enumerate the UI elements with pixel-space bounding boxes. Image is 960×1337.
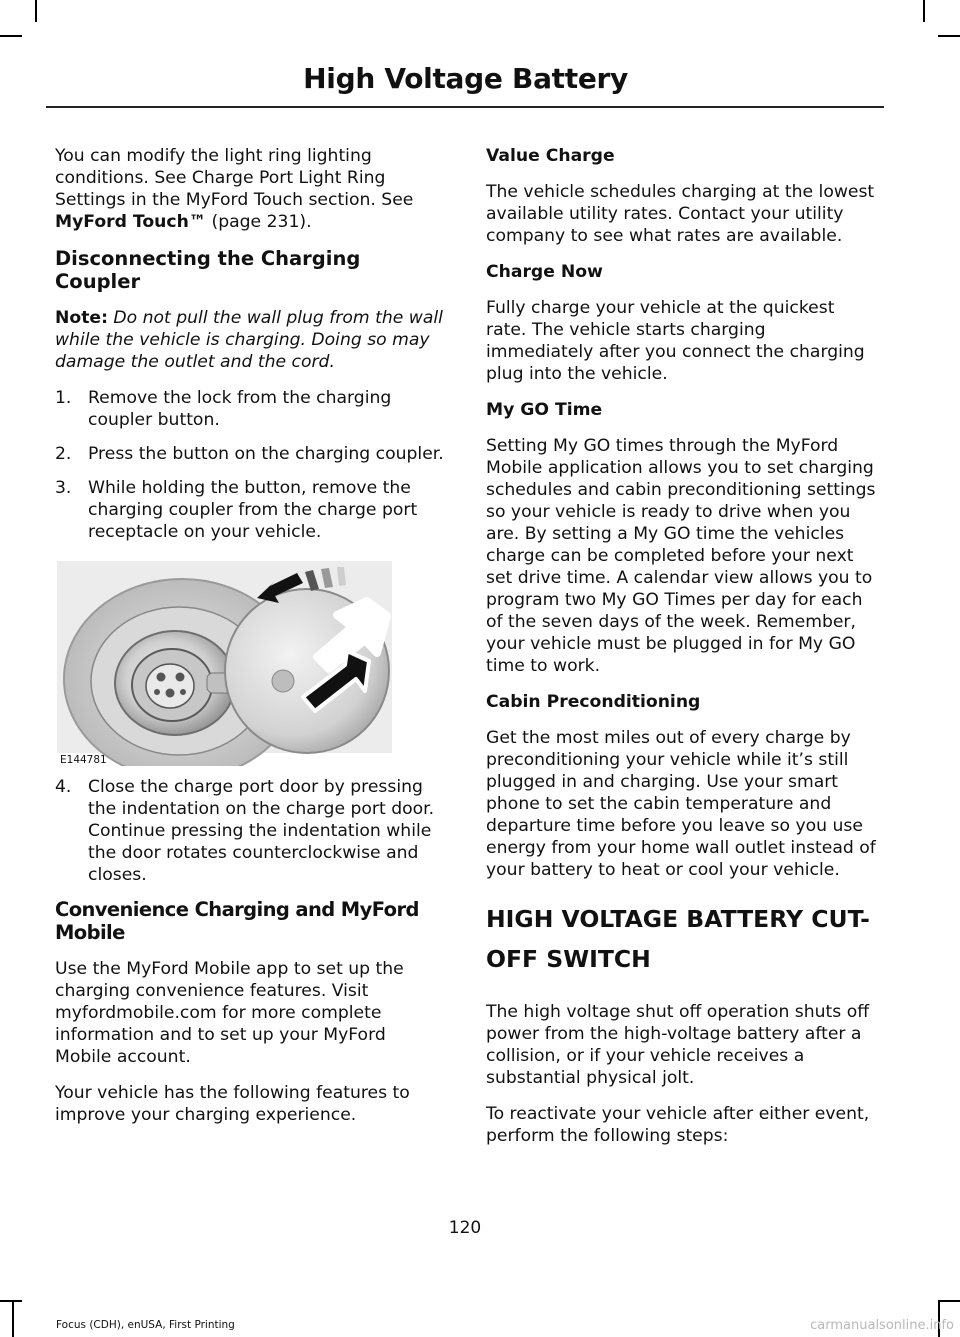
list-item (55, 477, 447, 543)
step-text: While holding the button, remove the charging coupler from the charge port receptacle on your vehicle. (88, 478, 418, 542)
header-divider (46, 106, 884, 108)
note-paragraph (55, 307, 447, 373)
step-text: Close the charge port door by pressing the indentation on the charge port door. Continue pressing the indentation while the door rotates counterclockwise and closes. (88, 777, 435, 885)
cutoff-switch-heading: HIGH VOLTAGE BATTERY CUT-OFF SWITCH (486, 905, 870, 973)
figure-label: E144781 (60, 754, 107, 766)
watermark: carmanualsonline.info (810, 1318, 954, 1333)
charge-now-heading: Charge Now (486, 262, 603, 282)
list-item (55, 443, 447, 465)
step-number: 3. (55, 478, 72, 498)
step-number: 2. (55, 444, 72, 464)
cutoff-paragraph: The high voltage shut off operation shuts off power from the high-voltage battery after a collision, or if your vehicle receives a substantial physical jolt. (486, 1002, 870, 1088)
crop-mark (12, 1300, 14, 1337)
cabin-preconditioning-heading: Cabin Preconditioning (486, 692, 701, 712)
cabin-preconditioning-text: Get the most miles out of every charge by preconditioning your vehicle while it’s still plugged in and charging. Use your smart phone to set the cabin temperature and departure time before you leave so you use energy from your home wall outlet instead of your battery to heat or cool your vehicle. (486, 728, 876, 880)
note-text: Do not pull the wall plug from the wall while the vehicle is charging. Doing so may damage the outlet and the cord. (55, 308, 443, 372)
intro-text: You can modify the light ring lighting conditions. See Charge Port Light Ring Settings in the MyFord Touch section. See (55, 146, 414, 210)
convenience-heading: Convenience Charging and MyFord Mobile (55, 898, 419, 944)
reactivate-paragraph: To reactivate your vehicle after either event, perform the following steps: (486, 1104, 870, 1146)
disconnect-heading: Disconnecting the Charging Coupler (55, 247, 361, 293)
left-column (55, 145, 447, 1140)
charge-port-figure (57, 561, 392, 766)
right-column (486, 145, 878, 1161)
charge-now-text: Fully charge your vehicle at the quickest rate. The vehicle starts charging immediately after you connect the charging plug into the vehicle. (486, 298, 865, 384)
page-title: High Voltage Battery (303, 62, 628, 95)
my-go-time-heading: My GO Time (486, 400, 603, 420)
step-text: Press the button on the charging coupler. (88, 444, 444, 464)
features-paragraph: Your vehicle has the following features to improve your charging experience. (55, 1083, 410, 1125)
crop-mark (938, 1300, 960, 1302)
step-text: Remove the lock from the charging coupler button. (88, 388, 392, 430)
myford-touch-link[interactable]: MyFord Touch™ (55, 212, 207, 232)
crop-mark (938, 35, 960, 37)
intro-paragraph (55, 145, 447, 233)
intro-page-ref: (page 231). (206, 212, 312, 232)
crop-mark (923, 0, 925, 22)
list-item (55, 776, 447, 886)
list-item (55, 387, 447, 431)
charge-port-illustration (57, 561, 392, 766)
my-go-time-text: Setting My GO times through the MyFord Mobile application allows you to set charging schedules and cabin preconditioning settings so your vehicle is ready to drive when you are. By setting a My GO time the vehicles charge can be completed before your next set drive time. A calendar view allows you to program two My GO Times per day for each of the seven days of the week. Remember, your vehicle must be plugged in for My GO time to work. (486, 436, 876, 676)
disconnect-steps (55, 387, 447, 543)
disconnect-steps-continued (55, 776, 447, 886)
step-number: 4. (55, 777, 72, 797)
crop-mark (35, 0, 37, 22)
convenience-paragraph: Use the MyFord Mobile app to set up the charging convenience features. Visit myfordmobile.com for more complete information and to set up your MyFord Mobile account. (55, 959, 404, 1067)
value-charge-text: The vehicle schedules charging at the lowest available utility rates. Contact your utility company to see what rates are available. (486, 182, 875, 246)
note-label: Note: (55, 308, 108, 328)
crop-mark (0, 35, 22, 37)
crop-mark (0, 1300, 22, 1302)
footer-meta: Focus (CDH), enUSA, First Printing (56, 1319, 235, 1331)
step-number: 1. (55, 388, 72, 408)
value-charge-heading: Value Charge (486, 146, 615, 166)
page-number: 120 (448, 1218, 482, 1238)
